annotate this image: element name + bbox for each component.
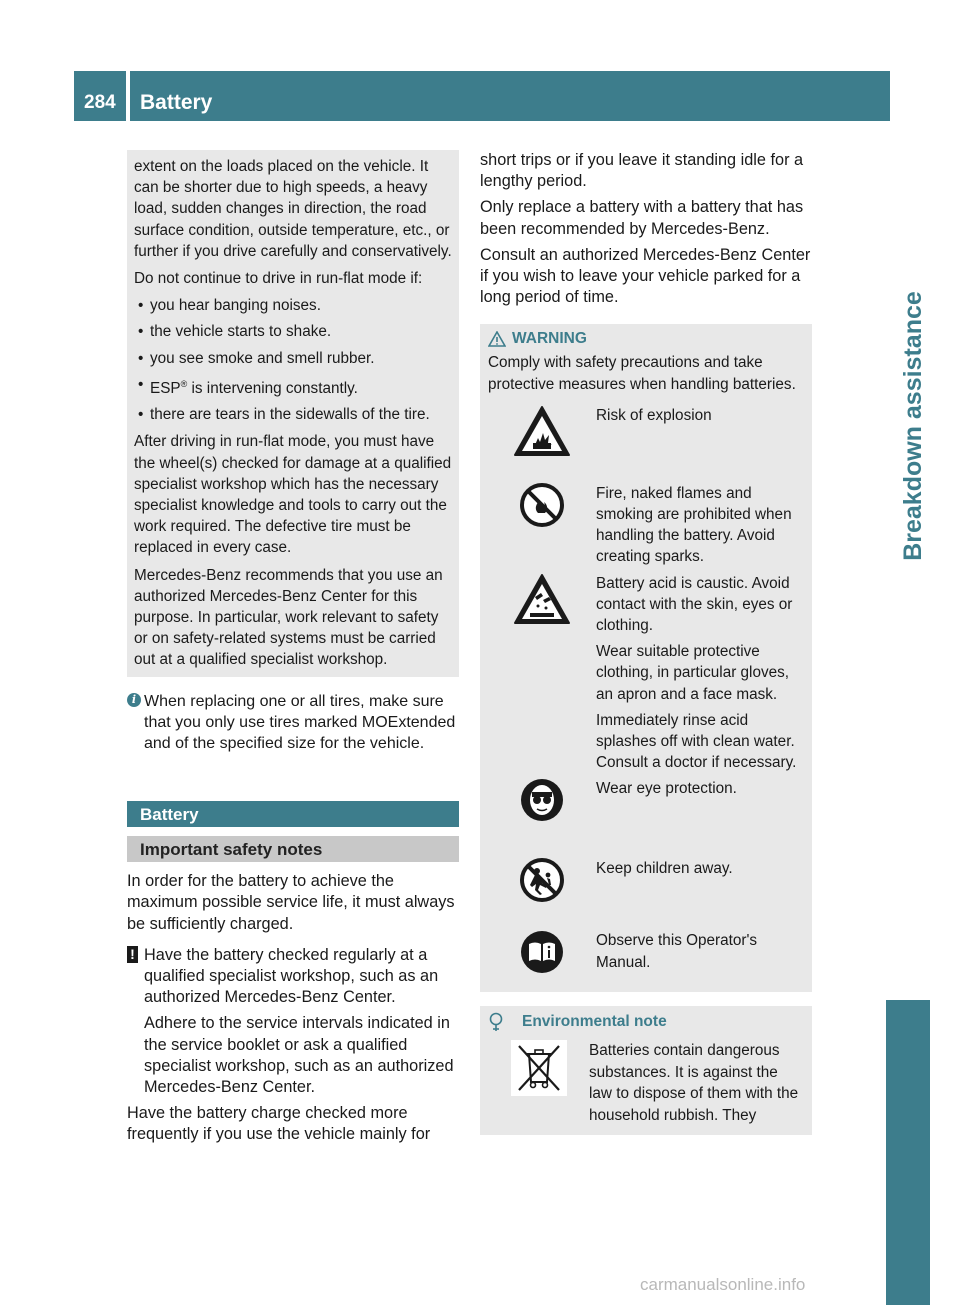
- acid-icon: [513, 573, 571, 625]
- info-icon: i: [127, 693, 141, 707]
- warning-item-text: Keep children away.: [596, 860, 733, 878]
- box-paragraph: After driving in run-flat mode, you must have the wheel(s) checked for damage at a qualified specialist workshop which has the necessary specialist knowledge and tools to carry out the work required. The defective tire must be replaced in every case.: [134, 433, 452, 557]
- replace-note: Only replace a battery with a battery that has been recommended by Mercedes-Benz.: [480, 198, 804, 238]
- section-title: Battery: [127, 801, 459, 827]
- warning-title: [488, 330, 804, 348]
- warning-item: [488, 405, 804, 457]
- list-item: • you see smoke and smell rubber.: [134, 348, 452, 369]
- info-note: [127, 691, 459, 755]
- warning-item: [488, 858, 804, 902]
- watermark-footer: carmanualsonline.info: [640, 1275, 806, 1294]
- warning-item: [488, 930, 804, 977]
- warning-item-text: Risk of explosion: [596, 406, 712, 424]
- warning-title-text: WARNING: [512, 330, 587, 348]
- environmental-note-box: [480, 1006, 812, 1135]
- consult-note: Consult an authorized Mercedes-Benz Center if you wish to leave your vehicle parked for a long period of time.: [480, 245, 811, 307]
- right-column: [480, 150, 812, 1135]
- warning-item-text: Immediately rinse acid splashes off with clean water. Consult a doctor if necessary.: [596, 711, 797, 772]
- environment-bulb-icon: [488, 1012, 504, 1032]
- warning-item-text: Observe this Operator's Manual.: [596, 932, 758, 971]
- run-flat-list: [134, 295, 452, 425]
- list-item: • ESP® is intervening constantly.: [134, 374, 452, 399]
- list-item: • the vehicle starts to shake.: [134, 321, 452, 342]
- subsection-title: Important safety notes: [127, 836, 459, 862]
- info-note-text: When replacing one or all tires, make sure that you only use tires marked MOExtended and of the specified size for the vehicle.: [144, 692, 456, 752]
- page-number-bar: [74, 71, 126, 121]
- environmental-note-title-text: Environmental note: [522, 1012, 667, 1030]
- warning-item-text: Fire, naked flames and smoking are prohibited when handling the battery. Avoid creating sparks.: [596, 484, 792, 566]
- warning-item-text: Battery acid is caustic. Avoid contact with the skin, eyes or clothing.: [596, 574, 793, 635]
- warning-item-text: Wear eye protection.: [596, 780, 737, 798]
- run-flat-box: [127, 150, 459, 677]
- battery-intro: In order for the battery to achieve the maximum possible service life, it must always be sufficiently charged.: [127, 872, 455, 933]
- list-item: • there are tears in the sidewalls of the tire.: [134, 404, 452, 425]
- attention-note: [127, 945, 459, 1098]
- esp-label: ESP: [150, 379, 181, 397]
- chapter-title-bar: [130, 71, 890, 121]
- chapter-title: Battery: [140, 91, 213, 114]
- left-column: [127, 150, 459, 1146]
- box-paragraph: Mercedes-Benz recommends that you use an authorized Mercedes-Benz Center for this purpose. In particular, work relevant to safety or on safety-related systems must be carried out at a qualified specialist workshop.: [134, 566, 443, 669]
- manual-icon: [520, 930, 564, 974]
- warning-item: [488, 573, 804, 779]
- explosion-icon: [513, 405, 571, 457]
- side-tab: [889, 130, 927, 722]
- no-flames-icon: [520, 483, 564, 527]
- warning-intro: Comply with safety precautions and take protective measures when handling batteries.: [488, 354, 796, 393]
- list-item: • you hear banging noises.: [134, 295, 452, 316]
- continuation-text: short trips or if you leave it standing idle for a lengthy period.: [480, 151, 804, 191]
- warning-triangle-icon: [488, 331, 506, 347]
- environmental-note-text: Batteries contain dangerous substances. It is against the law to dispose of them with the household rubbish. They: [589, 1041, 799, 1124]
- attention-text: Adhere to the service intervals indicated in the service booklet or ask a qualified specialist workshop, such as an authorized Mercedes-Benz Center.: [144, 1014, 454, 1096]
- crossed-bin-icon: [511, 1040, 567, 1096]
- charge-note: Have the battery charge checked more frequently if you use the vehicle mainly for: [127, 1104, 431, 1144]
- page-number: 284: [84, 92, 116, 113]
- box-paragraph: Do not continue to drive in run-flat mode if:: [134, 270, 423, 288]
- attention-icon: !: [127, 946, 138, 963]
- warning-item-text: Wear suitable protective clothing, in particular gloves, an apron and a face mask.: [596, 643, 790, 703]
- warning-box: [480, 324, 812, 991]
- side-color-block: [886, 1000, 930, 1305]
- box-paragraph: extent on the loads placed on the vehicle. It can be shorter due to high speeds, a heavy load, sudden changes in direction, the road surface condition, outside temperature, etc., or further if you drive carefully and conservatively.: [134, 158, 452, 260]
- warning-item: [488, 778, 804, 822]
- warning-item: [488, 483, 804, 573]
- side-tab-label: Breakdown assistance: [899, 291, 927, 561]
- attention-text: Have the battery checked regularly at a qualified specialist workshop, such as an authorized Mercedes-Benz Center.: [144, 945, 439, 1007]
- environmental-note-title: [488, 1012, 804, 1032]
- esp-rest: is intervening constantly.: [187, 379, 358, 397]
- eye-protection-icon: [520, 778, 564, 822]
- no-children-icon: [520, 858, 564, 902]
